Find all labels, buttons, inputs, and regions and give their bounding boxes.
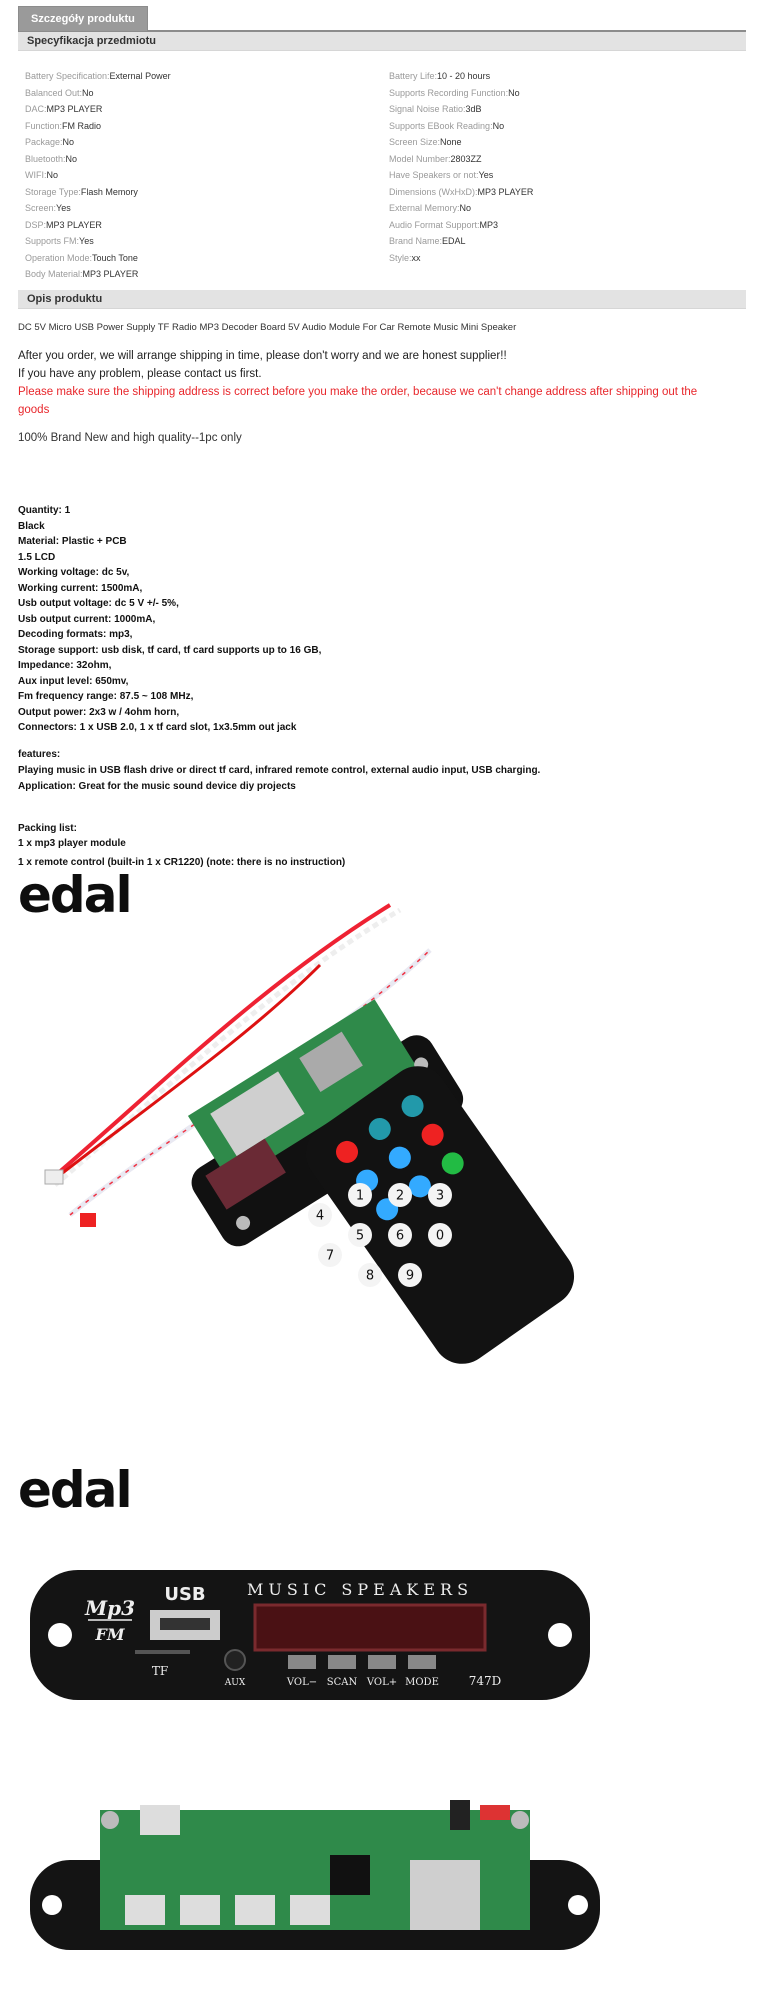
spec-line: Decoding formats: mp3, [18,629,133,640]
spec-line: Output power: 2x3 w / 4ohm horn, [18,706,180,718]
remote-key-label: 9 [405,1268,415,1284]
panel-mode-label: MODE [405,1677,439,1688]
spec-key: WIFI: [25,170,47,180]
panel-mp3-label: Mp3 [84,1596,136,1620]
remote-key-label: 0 [435,1228,445,1244]
spec-row [25,101,171,118]
spec-value: 3dB [465,104,482,114]
spec-row [389,134,533,151]
spec-line: Aux input level: 650mv, [18,675,129,687]
features-text: Playing music in USB flash drive or direct tf card, infrared remote control, external audio input, USB charging. [18,765,541,776]
description-section-title: Opis produktu [18,290,746,309]
spec-value: No [62,137,75,147]
logo-text: edal [18,1461,131,1519]
spec-key: External Memory: [389,203,460,213]
spec-value: 2803ZZ [450,153,482,164]
spec-line: Usb output current: 1000mA, [18,613,156,625]
spec-value: MP3 PLAYER [477,186,534,197]
spec-row [389,167,533,184]
spec-key: Bluetooth: [25,153,66,164]
remote-key-label: 8 [365,1268,375,1284]
spec-key: Function: [25,120,63,131]
spec-value: xx [411,252,421,263]
spec-key: DAC: [25,104,47,114]
spec-row [389,184,533,201]
spec-value: No [508,87,520,98]
panel-usb-label: USB [164,1584,206,1605]
spec-line: Working current: 1500mA, [18,582,143,594]
spec-row [25,266,171,283]
spec-key: Dimensions (WxHxD): [389,186,478,197]
spec-list-right [389,68,533,266]
spec-row [389,101,533,118]
spec-key: Operation Mode: [25,252,93,263]
remote-key-label: 4 [315,1208,325,1224]
spec-row [389,233,533,250]
spec-value: 10 - 20 hours [437,71,491,81]
spec-key: Supports EBook Reading: [389,120,493,131]
shipping-warning: Please make sure the shipping address is correct before you make the order, because we can't change address after shipping out the goods [18,386,698,416]
spec-value: External Power [109,71,171,81]
spec-row [389,68,533,85]
remote-key-label: 3 [435,1188,445,1204]
specs-list [18,503,321,736]
spec-value: Yes [478,170,494,180]
spec-line: Fm frequency range: 87.5 ~ 108 MHz, [18,691,194,702]
packing-item: 1 x mp3 player module [18,838,126,849]
spec-key: Style: [389,252,412,263]
remote-key-label: 7 [325,1248,335,1264]
spec-key: Battery Specification: [25,71,110,81]
spec-key: Package: [25,137,63,147]
edal-logo [18,1461,131,1519]
panel-scan-label: SCAN [326,1677,358,1688]
spec-value: Yes [56,203,71,213]
spec-value: MP3 PLAYER [46,219,102,230]
panel-fm-label: FM [95,1625,125,1644]
product-photo-board [30,1800,600,1955]
application-text: Application: Great for the music sound device diy projects [18,781,296,792]
spec-key: Have Speakers or not: [389,170,479,180]
spec-value: Flash Memory [80,186,138,197]
spec-value: Touch Tone [92,252,138,263]
spec-line: Black [18,520,45,532]
spec-value: EDAL [442,236,466,246]
spec-row [25,233,171,250]
spec-value: No [65,153,78,164]
order-note: After you order, we will arrange shipping in time, please don't worry and we are honest supplier!! [18,350,507,362]
spec-row [389,200,533,217]
spec-row [389,118,533,135]
panel-aux-label: AUX [224,1678,246,1688]
spec-row [389,85,533,102]
spec-row [25,200,171,217]
tab-product-details[interactable]: Szczegóły produktu [18,6,148,31]
spec-value: MP3 PLAYER [82,269,139,279]
spec-list-left [25,68,171,283]
remote-key-label: 5 [355,1228,365,1244]
spec-key: Supports FM: [25,236,80,246]
spec-line: Storage support: usb disk, tf card, tf card supports up to 16 GB, [18,644,322,656]
spec-line: Material: Plastic + PCB [18,536,127,547]
spec-key: DSP: [25,219,47,230]
spec-value: No [46,170,59,180]
panel-vol-plus-label: VOL+ [366,1677,398,1688]
panel-model-label: 747D [468,1674,502,1688]
spec-row [25,217,171,234]
spec-value: MP3 PLAYER [46,104,103,114]
spec-value: Yes [79,236,94,246]
spec-key: Brand Name: [389,236,443,246]
spec-row [389,250,533,267]
spec-key: Screen Size: [389,137,441,147]
spec-row [25,68,171,85]
packing-item: 1 x remote control (built-in 1 x CR1220) (note: there is no instruction) [18,857,346,868]
spec-key: Storage Type: [25,186,81,197]
product-photo-front-panel [30,1560,590,1710]
remote-key-label: 1 [355,1188,365,1204]
spec-line: Working voltage: dc 5v, [18,567,130,578]
contact-note: If you have any problem, please contact us first. [18,368,262,380]
panel-vol-minus-label: VOL− [286,1677,318,1688]
spec-row [389,151,533,168]
spec-row [25,151,171,168]
spec-line: Connectors: 1 x USB 2.0, 1 x tf card slot, 1x3.5mm out jack [18,722,297,733]
tab-bar [18,6,746,32]
spec-value: MP3 [479,219,499,230]
spec-row [25,85,171,102]
spec-key: Body Material: [25,269,83,279]
remote-key-label: 2 [395,1188,405,1204]
spec-line: Usb output voltage: dc 5 V +/- 5%, [18,598,179,609]
spec-line: Quantity: 1 [18,505,71,516]
spec-line: 1.5 LCD [18,551,56,563]
spec-value: No [459,203,472,213]
panel-tf-label: TF [151,1664,169,1678]
spec-key: Model Number: [389,153,451,164]
spec-key: Audio Format Support: [389,219,480,230]
features-label: features: [18,749,61,760]
spec-row [25,250,171,267]
spec-value: FM Radio [62,120,102,131]
logo-text: edal [18,866,131,924]
spec-key: Supports Recording Function: [389,87,509,98]
product-photo-module-remote [30,895,610,1395]
panel-music-speakers-label: MUSIC SPEAKERS [246,1580,474,1599]
spec-value: No [82,87,94,98]
spec-key: Screen: [25,203,57,213]
spec-value: No [492,120,505,131]
spec-section-title: Specyfikacja przedmiotu [18,32,746,51]
spec-key: Battery Life: [389,71,438,81]
brand-new-note: 100% Brand New and high quality--1pc only [18,432,242,444]
spec-row [25,134,171,151]
remote-key-label: 6 [395,1228,405,1244]
spec-row [25,167,171,184]
spec-row [389,217,533,234]
spec-key: Signal Noise Ratio: [389,104,466,114]
packing-label: Packing list: [18,823,77,834]
spec-row [25,184,171,201]
product-title: DC 5V Micro USB Power Supply TF Radio MP3 Decoder Board 5V Audio Module For Car Remote Music Mini Speaker [18,322,517,333]
spec-line: Impedance: 32ohm, [18,660,112,671]
spec-value: None [440,137,462,147]
spec-key: Balanced Out: [25,87,83,98]
spec-row [25,118,171,135]
